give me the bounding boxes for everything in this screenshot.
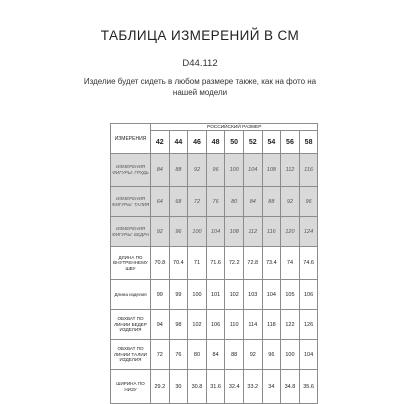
size-header-46: 46: [188, 131, 207, 154]
size-header-50: 50: [225, 131, 244, 154]
table-row: [111, 370, 318, 404]
table-cell: 88: [225, 340, 244, 370]
table-cell: 80: [188, 340, 207, 370]
page-title: ТАБЛИЦА ИЗМЕРЕНИЙ В СМ: [100, 28, 300, 43]
table-cell: 108: [262, 154, 281, 187]
table-cell: 32.4: [225, 370, 244, 404]
table-cell: 124: [299, 217, 318, 247]
table-cell: 116: [299, 154, 318, 187]
table-cell: 104: [262, 280, 281, 310]
table-cell: 34.8: [281, 370, 300, 404]
row-label: Длина изделия: [111, 280, 151, 310]
table-cell: 71: [188, 247, 207, 280]
size-chart-table: [110, 123, 318, 404]
table-cell: 73.4: [262, 247, 281, 280]
table-cell: 76: [169, 340, 188, 370]
table-row: [111, 280, 318, 310]
row-label: ШИРИНА ПО НИЗУ: [111, 370, 151, 404]
table-cell: 30.8: [188, 370, 207, 404]
table-cell: 70.8: [151, 247, 170, 280]
table-cell: 112: [281, 154, 300, 187]
size-header-48: 48: [206, 131, 225, 154]
size-header-54: 54: [262, 131, 281, 154]
table-cell: 74.6: [299, 247, 318, 280]
size-header-56: 56: [281, 131, 300, 154]
row-label: ИЗМЕРЕНИЯ ФИГУРЫ: ТАЛИЯ: [111, 187, 151, 217]
table-cell: 118: [262, 310, 281, 340]
table-cell: 114: [243, 310, 262, 340]
table-cell: 103: [243, 280, 262, 310]
table-cell: 92: [188, 154, 207, 187]
article-code: D44.112: [182, 58, 218, 69]
table-cell: 104: [206, 217, 225, 247]
table-row: [111, 187, 318, 217]
table-cell: 80: [225, 187, 244, 217]
table-cell: 64: [151, 187, 170, 217]
table-cell: 101: [206, 280, 225, 310]
table-cell: 68: [169, 187, 188, 217]
table-cell: 84: [151, 154, 170, 187]
table-cell: 122: [281, 310, 300, 340]
table-cell: 34: [262, 370, 281, 404]
table-cell: 92: [281, 187, 300, 217]
table-cell: 100: [188, 217, 207, 247]
table-cell: 92: [243, 340, 262, 370]
row-label: ИЗМЕРЕНИЯ ФИГУРЫ: ГРУДЬ: [111, 154, 151, 187]
table-cell: 100: [225, 154, 244, 187]
table-cell: 102: [225, 280, 244, 310]
table-cell: 110: [225, 310, 244, 340]
fit-note: Изделие будет сидеть в любом размере также, как на фото на нашей модели: [83, 77, 317, 97]
table-cell: 94: [151, 310, 170, 340]
row-label: ОБХВАТ ПО ЛИНИИ БЕДЕР ИЗДЕЛИЯ: [111, 310, 151, 340]
table-cell: 100: [281, 340, 300, 370]
table-cell: 104: [299, 340, 318, 370]
table-cell: 104: [243, 154, 262, 187]
row-label: ОБХВАТ ПО ЛИНИИ ТАЛИИ ИЗДЕЛИЯ: [111, 340, 151, 370]
table-cell: 102: [188, 310, 207, 340]
table-cell: 112: [243, 217, 262, 247]
size-header-44: 44: [169, 131, 188, 154]
table-row: [111, 154, 318, 187]
table-cell: 72.8: [243, 247, 262, 280]
table-cell: 106: [299, 280, 318, 310]
size-header-42: 42: [151, 131, 170, 154]
table-cell: 96: [262, 340, 281, 370]
table-cell: 126: [299, 310, 318, 340]
table-cell: 96: [299, 187, 318, 217]
table-row: [111, 340, 318, 370]
table-cell: 35.6: [299, 370, 318, 404]
table-cell: 88: [262, 187, 281, 217]
measurement-rows: [111, 154, 318, 404]
table-cell: 70.4: [169, 247, 188, 280]
table-cell: 108: [225, 217, 244, 247]
table-cell: 33.2: [243, 370, 262, 404]
table-cell: 71.6: [206, 247, 225, 280]
table-cell: 105: [281, 280, 300, 310]
table-cell: 106: [206, 310, 225, 340]
table-cell: 29.2: [151, 370, 170, 404]
table-cell: 96: [206, 154, 225, 187]
table-cell: 116: [262, 217, 281, 247]
table-cell: 98: [169, 310, 188, 340]
table-cell: 72: [188, 187, 207, 217]
measurements-header: ИЗМЕРЕНИЯ: [111, 124, 151, 154]
table-cell: 99: [151, 280, 170, 310]
table-row: [111, 310, 318, 340]
table-cell: 72.2: [225, 247, 244, 280]
table-cell: 31.6: [206, 370, 225, 404]
size-header-52: 52: [243, 131, 262, 154]
table-cell: 84: [243, 187, 262, 217]
table-cell: 96: [169, 217, 188, 247]
table-cell: 120: [281, 217, 300, 247]
size-header-58: 58: [299, 131, 318, 154]
table-cell: 76: [206, 187, 225, 217]
table-cell: 74: [281, 247, 300, 280]
table-cell: 72: [151, 340, 170, 370]
table-cell: 30: [169, 370, 188, 404]
table-cell: 100: [188, 280, 207, 310]
row-label: ИЗМЕРЕНИЯ ФИГУРЫ: БЕДРА: [111, 217, 151, 247]
table-row: [111, 217, 318, 247]
russian-size-header: РОССИЙСКИЙ РАЗМЕР: [151, 124, 318, 131]
row-label: ДЛИНА ПО ВНУТРЕННЕМУ ШВУ: [111, 247, 151, 280]
table-cell: 88: [169, 154, 188, 187]
table-cell: 92: [151, 217, 170, 247]
table-cell: 99: [169, 280, 188, 310]
table-row: [111, 247, 318, 280]
table-cell: 84: [206, 340, 225, 370]
